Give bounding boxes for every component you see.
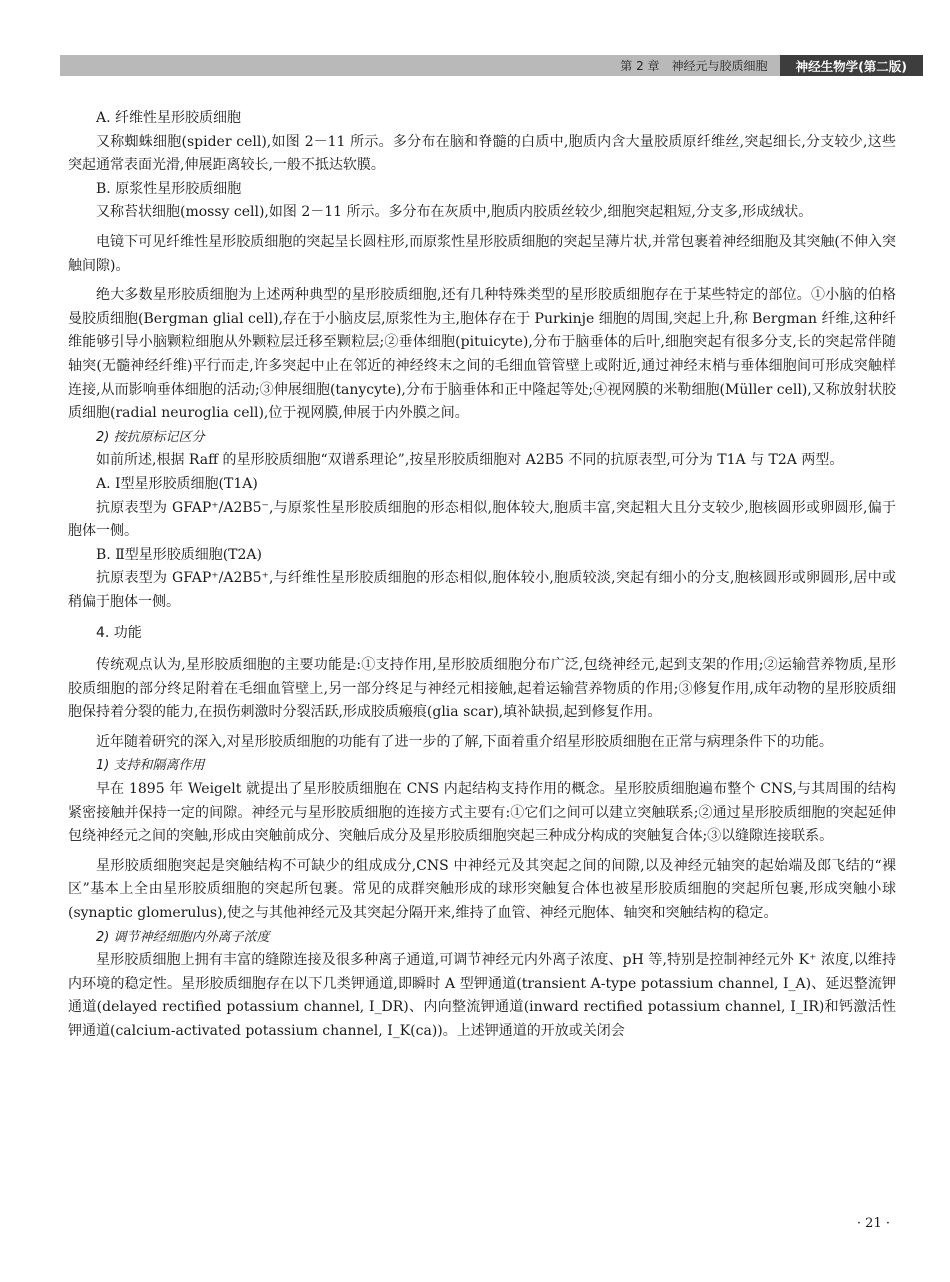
- subheading-fibrous: A. 纤维性星形胶质细胞: [96, 110, 242, 126]
- paragraph-special-types: 绝大多数星形胶质细胞为上述两种典型的星形胶质细胞,还有几种特殊类型的星形胶质细胞存在于某些特定的部位。①小脑的伯格曼胶质细胞(Bergman glial cell),存在于小脑皮层,原浆性为主,胞体存在于 Purkinje 细胞的周围,突起上升,称 Bergman 纤维,这种纤维能够引导小脑颗粒细胞从外颗粒层迁移至颗粒层;②垂体细胞(pituicyte),分布于脑垂体的后叶,细胞突起有很多分支,长的突起常伴随轴突(无髓神经纤维)平行而走,许多突起中止在邻近的神经终末之间的毛细血管管壁上或附近,通过神经末梢与垂体细胞间可形成突触样连接,从而影响垂体细胞的活动;③伸展细胞(tanycyte),分布于脑垂体和正中隆起等处;④视网膜的米勒细胞(Müller cell),又称放射状胶质细胞(radial neuroglia cell),位于视网膜,伸展于内外膜之间。: [68, 287, 896, 422]
- paragraph-weigelt: 早在 1895 年 Weigelt 就提出了星形胶质细胞在 CNS 内起结构支持作用的概念。星形胶质细胞遍布整个 CNS,与其周围的结构紧密接触并保持一定的间隙。神经元与星形胶质细胞的连接方式主要有:①它们之间可以建立突触联系;②通过星形胶质细胞的突起延伸包绕神经元之间的突触,形成由突触前成分、突触后成分及星形胶质细胞突起三种成分构成的突触复合体;③以缝隙连接联系。: [68, 781, 896, 845]
- subheading-ion-regulation: 2) 调节神经细胞内外离子浓度: [96, 929, 270, 945]
- header-chapter: 第 2 章 神经元与胶质细胞: [620, 59, 768, 73]
- paragraph-ion-channels: 星形胶质细胞上拥有丰富的缝隙连接及很多种离子通道,可调节神经元内外离子浓度、pH 等,特别是控制神经元外 K⁺ 浓度,以维持内环境的稳定性。星形胶质细胞存在以下几类钾通道,即瞬时 A 型钾通道(transient A-type potassium channel, I_A)、延迟整流钾通道(delayed rectified potassium channel, I_DR)、内向整流钾通道(inward rectified potassium channel, I_IR)和钙激活性钾通道(calcium-activated potassium channel, I_K(ca))。上述钾通道的开放或关闭会: [68, 952, 896, 1039]
- paragraph-synapse-structure: 星形胶质细胞突起是突触结构不可缺少的组成成分,CNS 中神经元及其突起之间的间隙,以及神经元轴突的起始端及郎飞结的“裸区”基本上全由星形胶质细胞的突起所包裹。常见的成群突触形成的球形突触复合体也被星形胶质细胞的突起所包裹,形成突触小球(synaptic glomerulus),使之与其他神经元及其突起分隔开来,维持了血管、神经元胞体、轴突和突触结构的稳定。: [68, 857, 896, 921]
- subheading-support: 1) 支持和隔离作用: [96, 758, 205, 774]
- paragraph-t2a: 抗原表型为 GFAP⁺/A2B5⁺,与纤维性星形胶质细胞的形态相似,胞体较小,胞质较淡,突起有细小的分支,胞核圆形或卵圆形,居中或稍偏于胞体一侧。: [68, 570, 896, 610]
- paragraph-raff: 如前所述,根据 Raff 的星形胶质细胞“双谱系理论”,按星形胶质细胞对 A2B5 不同的抗原表型,可分为 T1A 与 T2A 两型。: [96, 452, 844, 469]
- subheading-t2a: B. Ⅱ型星形胶质细胞(T2A): [96, 546, 262, 563]
- paragraph-fibrous: 又称蜘蛛细胞(spider cell),如图 2－11 所示。多分布在脑和脊髓的白质中,胞质内含大量胶质原纤维丝,突起细长,分支较少,这些突起通常表面光滑,伸展距离较长,一般不抵达软膜。: [68, 133, 896, 174]
- section-heading-function: 4. 功能: [96, 625, 142, 642]
- page-body: [68, 107, 896, 1044]
- paragraph-electron-microscope: 电镜下可见纤维性星形胶质细胞的突起呈长圆柱形,而原浆性星形胶质细胞的突起呈薄片状,并常包裹着神经细胞及其突触(不伸入突触间隙)。: [68, 233, 896, 274]
- paragraph-traditional-view: 传统观点认为,星形胶质细胞的主要功能是:①支持作用,星形胶质细胞分布广泛,包绕神经元,起到支架的作用;②运输营养物质,星形胶质细胞的部分终足附着在毛细血管壁上,另一部分终足与神经元相接触,起着运输营养物质的作用;③修复作用,成年动物的星形胶质细胞保持着分裂的能力,在损伤刺激时分裂活跃,形成胶质瘢痕(glia scar),填补缺损,起到修复作用。: [68, 657, 896, 721]
- subheading-protoplasmic: B. 原浆性星形胶质细胞: [96, 180, 242, 197]
- page-number: · 21 ·: [856, 1216, 890, 1231]
- paragraph-t1a: 抗原表型为 GFAP⁺/A2B5⁻,与原浆性星形胶质细胞的形态相似,胞体较大,胞质丰富,突起粗大且分支较少,胞核圆形或卵圆形,偏于胞体一侧。: [68, 499, 896, 540]
- subheading-antigen: 2) 按抗原标记区分: [96, 429, 205, 445]
- paragraph-recent-research: 近年随着研究的深入,对星形胶质细胞的功能有了进一步的了解,下面着重介绍星形胶质细胞在正常与病理条件下的功能。: [96, 733, 833, 750]
- paragraph-protoplasmic: 又称苔状细胞(mossy cell),如图 2－11 所示。多分布在灰质中,胞质内胶质丝较少,细胞突起粗短,分支多,形成绒状。: [96, 204, 813, 221]
- running-header: [60, 55, 923, 76]
- subheading-t1a: A. Ⅰ型星形胶质细胞(T1A): [96, 475, 258, 492]
- header-book-title: 神经生物学(第二版): [780, 55, 923, 76]
